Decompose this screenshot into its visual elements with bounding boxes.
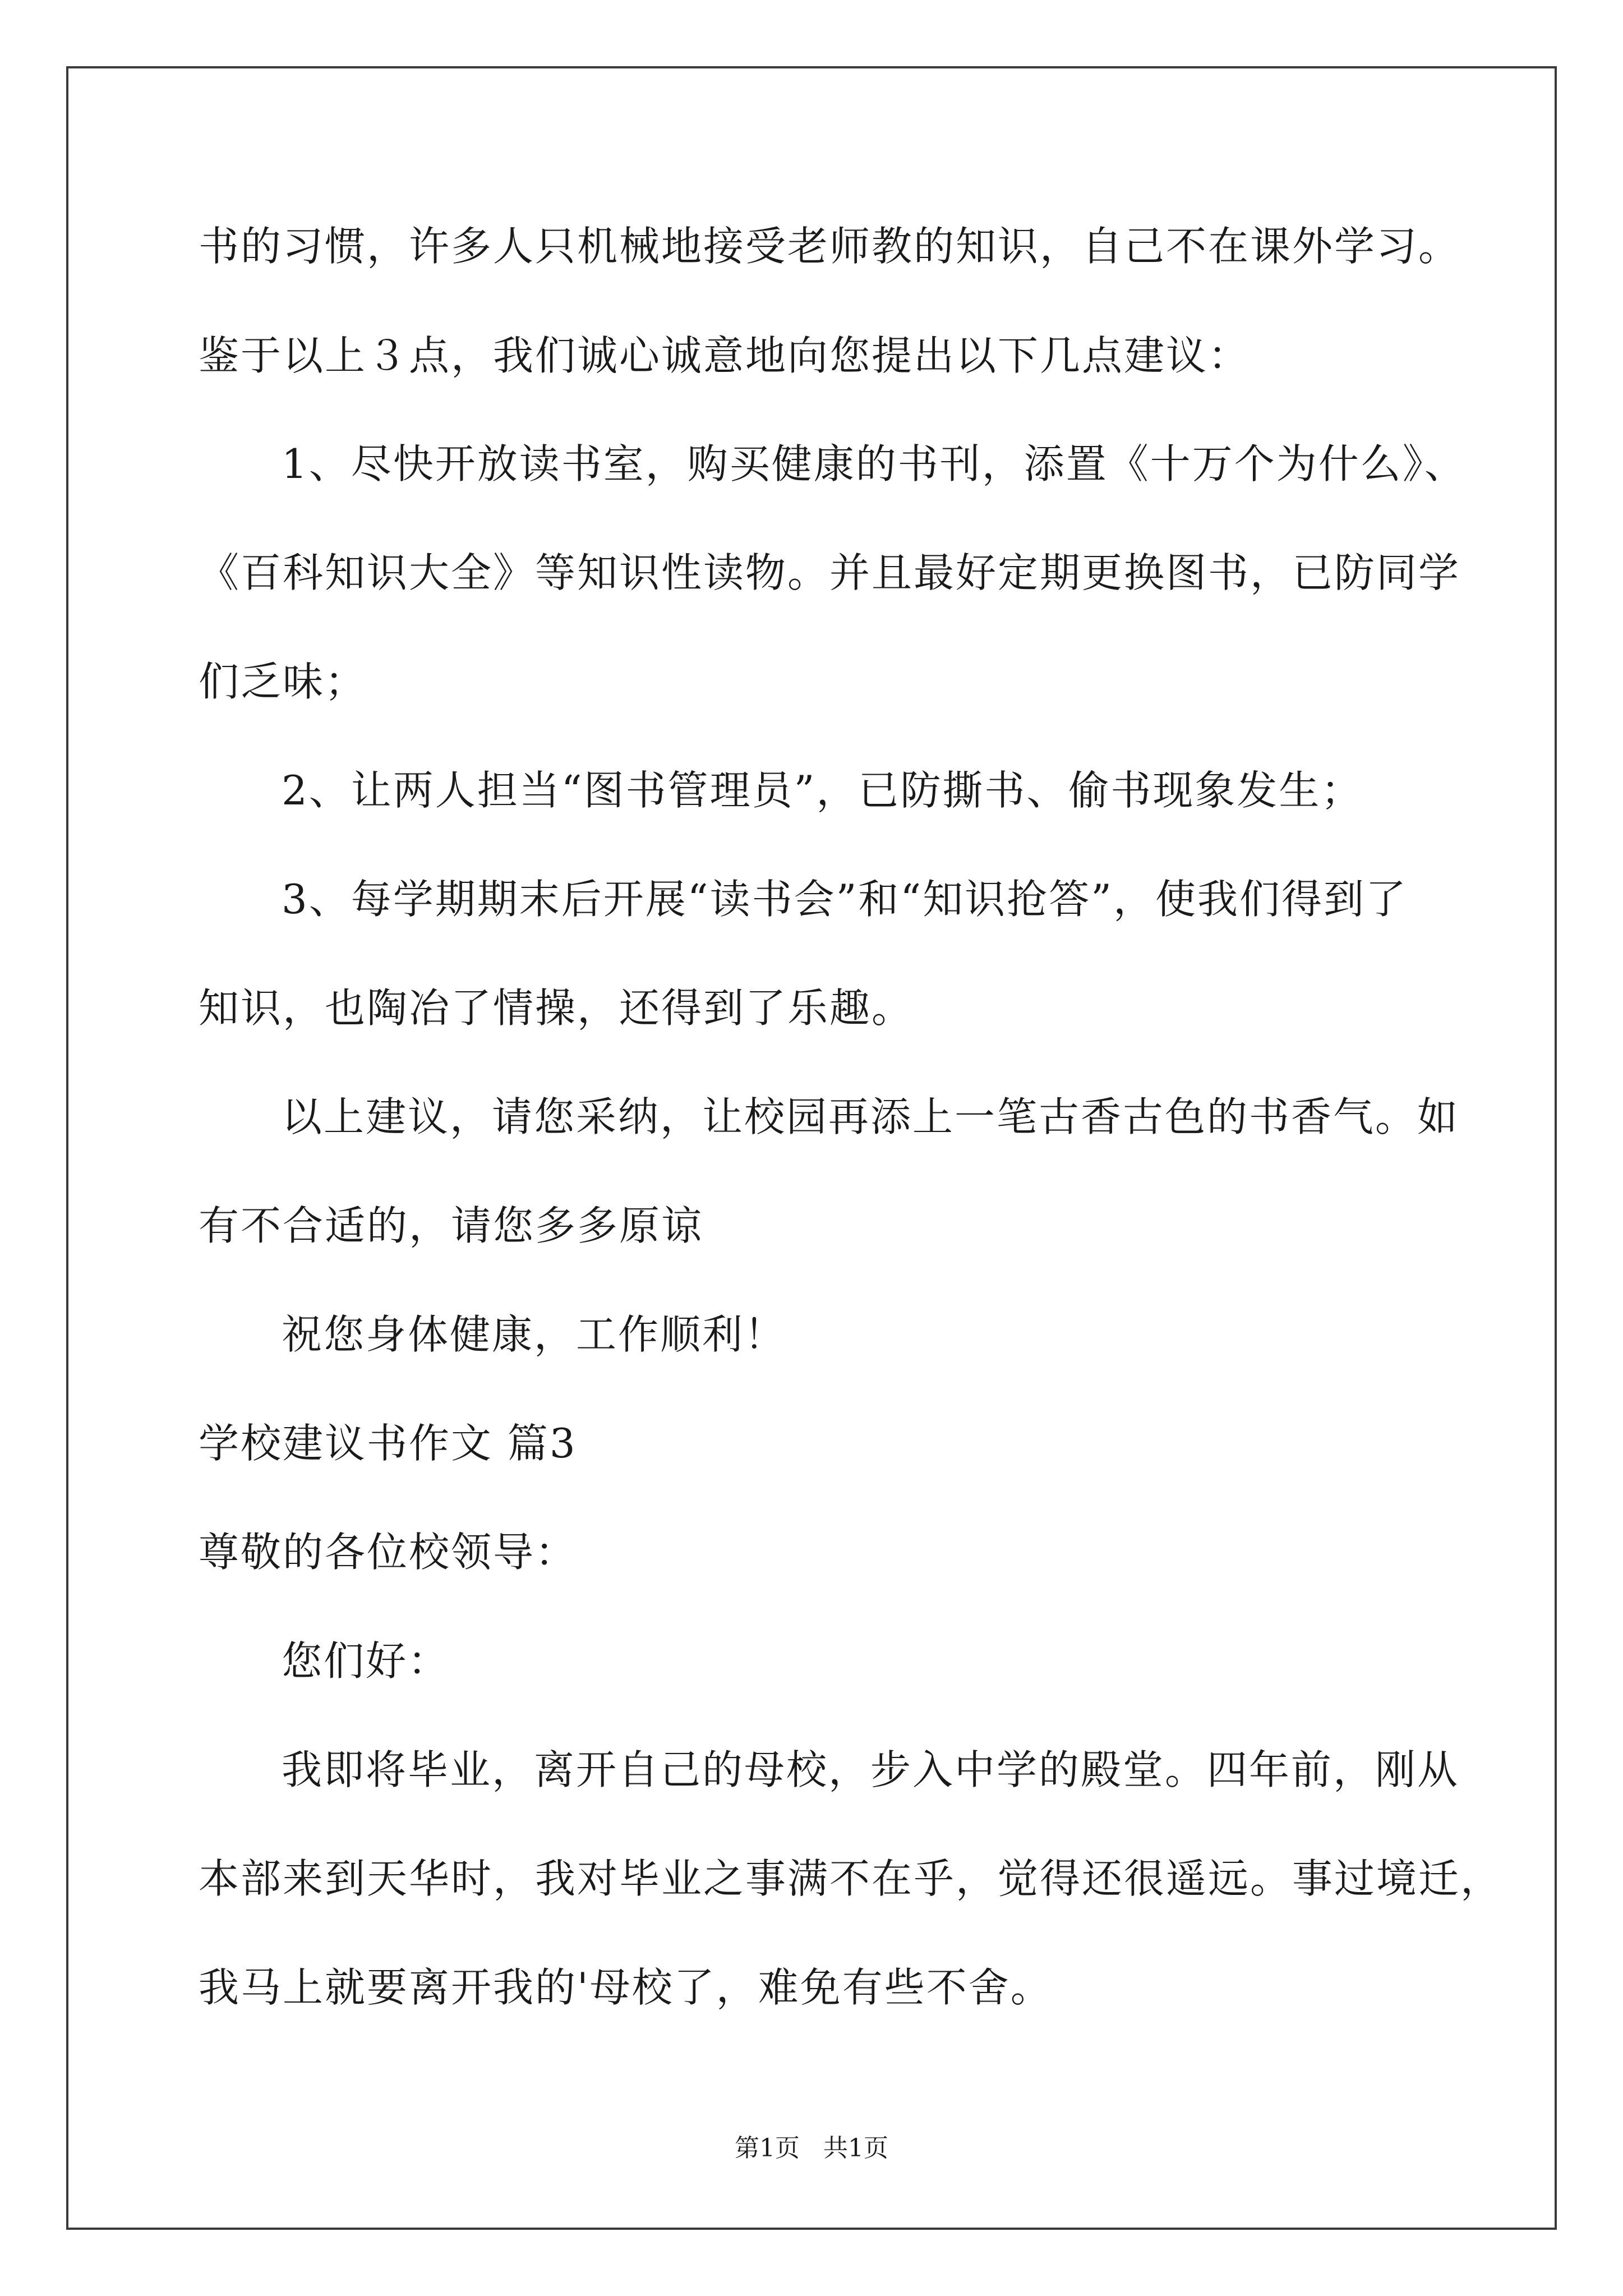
salutation: 尊敬的各位校领导： <box>199 1529 578 1576</box>
body-line: 书的习惯，许多人只机械地接受老师教的知识，自己不在课外学习。 <box>199 223 1461 270</box>
body-line: 们乏味； <box>199 658 367 705</box>
body-line: 以上建议，请您采纳，让校园再添上一笔古香古色的书香气。如 <box>282 1093 1460 1140</box>
section-heading: 学校建议书作文 篇3 <box>199 1420 577 1467</box>
list-item-1: 1、尽快开放读书室，购买健康的书刊，添置《十万个为什么》、 <box>282 440 1467 487</box>
greeting: 您们好： <box>282 1637 450 1685</box>
body-line: 鉴于以上３点，我们诚心诚意地向您提出以下几点建议： <box>199 332 1251 379</box>
body-line: 我马上就要离开我的'母校了，难免有些不舍。 <box>199 1964 1053 2011</box>
page-total: 共1页 <box>823 2134 888 2162</box>
page-number: 第1页 <box>735 2134 800 2162</box>
body-line: 《百科知识大全》等知识性读物。并且最好定期更换图书，已防同学 <box>199 549 1461 596</box>
page-footer <box>0 2132 1623 2165</box>
list-item-2: 2、让两人担当“图书管理员”，已防撕书、偷书现象发生； <box>282 767 1363 814</box>
body-line: 知识，也陶冶了情操，还得到了乐趣。 <box>199 984 914 1032</box>
closing-wish: 祝您身体健康，工作顺利！ <box>282 1311 787 1358</box>
list-item-3: 3、每学期期末后开展“读书会”和“知识抢答”，使我们得到了 <box>282 876 1408 923</box>
body-line: 本部来到天华时，我对毕业之事满不在乎，觉得还很遥远。事过境迁， <box>199 1855 1503 1902</box>
body-line: 我即将毕业，离开自己的母校，步入中学的殿堂。四年前，刚从 <box>282 1746 1460 1793</box>
body-line: 有不合适的，请您多多原谅 <box>199 1202 704 1249</box>
